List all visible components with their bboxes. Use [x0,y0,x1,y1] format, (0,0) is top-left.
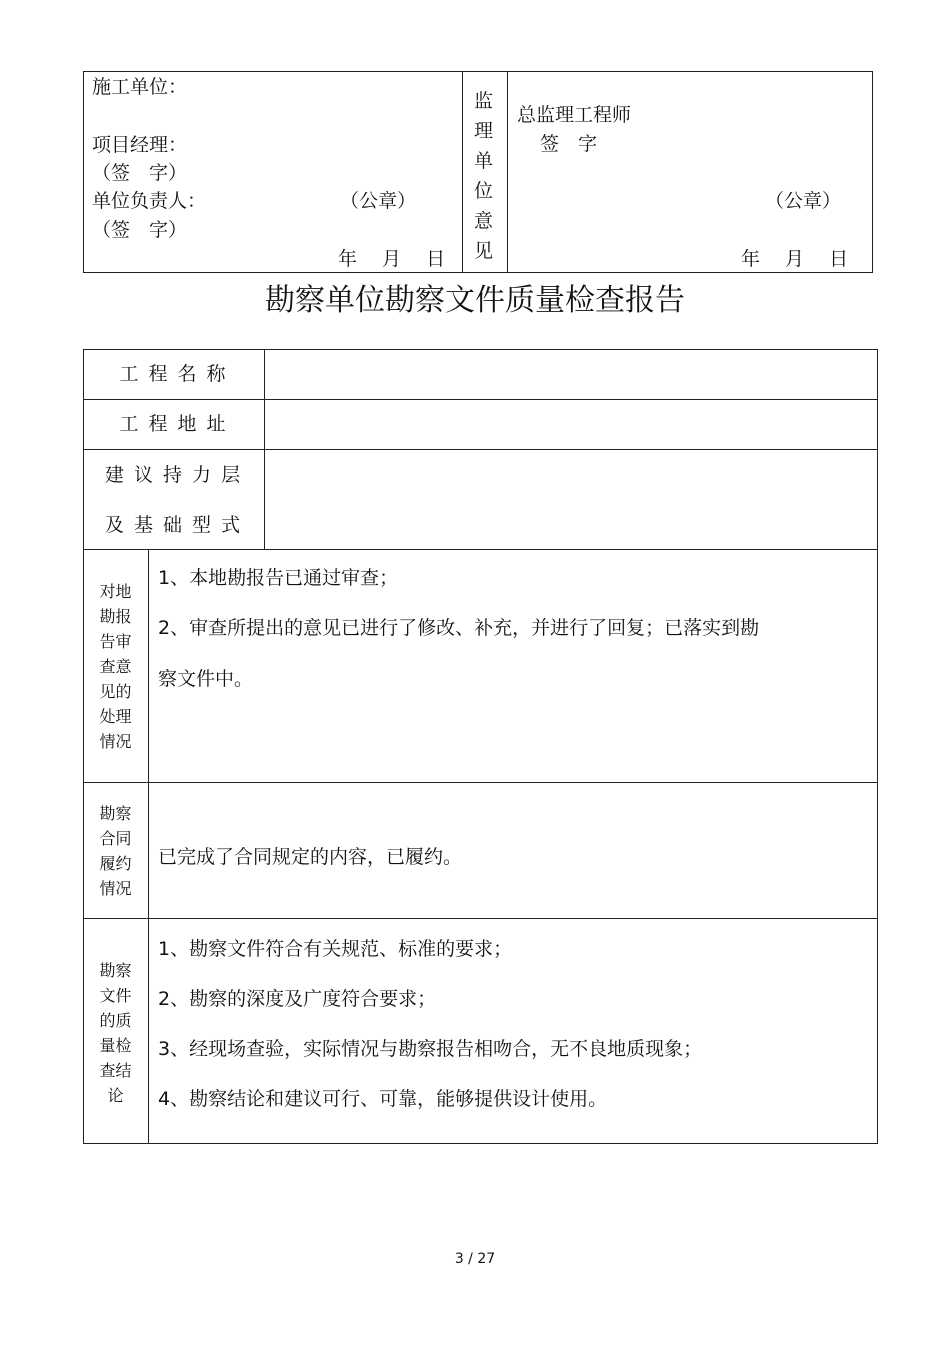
row-line-bottom [83,1143,878,1144]
chief-engineer-label: 总监理工程师 [517,104,632,126]
project-address-label: 工 程 地 址 [119,413,228,435]
conclusion-line-1: 1、勘察文件符合有关规范、标准的要求； [158,938,513,960]
page-number: 3 / 27 [454,1251,496,1267]
review-line-1: 1、本地勘报告已通过审查； [158,567,399,589]
row-line-3 [83,549,878,550]
contract-text: 已完成了合同规定的内容，已履约。 [158,846,463,868]
table-divider-2 [507,71,508,273]
col-line-right [877,349,878,1144]
review-label: 对地 勘报 告审 查意 见的 处理 情况 [99,582,132,751]
project-name-value[interactable] [265,350,877,399]
row-line-4 [83,782,878,783]
table-divider-1 [462,71,463,273]
supervision-opinion-label: 监 理 单 位 意 见 [474,90,494,262]
date-label-right: 年 月 日 [741,248,849,270]
unit-leader-label: 单位负责人： [92,190,207,212]
conclusion-label: 勘察 文件 的质 量检 查结 论 [99,961,132,1105]
conclusion-line-4: 4、勘察结论和建议可行、可靠，能够提供设计使用。 [158,1088,608,1110]
bearing-layer-label: 建 议 持 力 层 [104,464,243,486]
review-line-2: 2、审查所提出的意见已进行了修改、补充，并进行了回复；已落实到勘 [158,617,760,639]
table-border-top [83,71,873,72]
construction-unit-label: 施工单位： [92,76,188,98]
review-line-3: 察文件中。 [158,668,254,690]
foundation-type-label: 及 基 础 型 式 [104,514,243,536]
row-line-5 [83,918,878,919]
conclusion-line-3: 3、经现场查验，实际情况与勘察报告相吻合，无不良地质现象； [158,1038,703,1060]
seal-label-right: （公章） [765,190,842,212]
bearing-layer-value[interactable] [265,450,877,549]
signature-label-2: （签 字） [92,219,188,241]
table-border-bottom [83,272,873,273]
project-manager-label: 项目经理： [92,134,188,156]
table-border-right [872,71,873,273]
table-border-left [83,71,84,273]
signature-label-right: 签 字 [540,133,598,155]
project-address-value[interactable] [265,400,877,449]
date-label-left: 年 月 日 [338,248,446,270]
project-name-label: 工 程 名 称 [119,363,228,385]
conclusion-line-2: 2、勘察的深度及广度符合要求； [158,988,437,1010]
col-line-label-narrow [148,549,149,1144]
seal-label-left: （公章） [340,190,417,212]
signature-label-1: （签 字） [92,162,188,184]
report-title: 勘察单位勘察文件质量检查报告 [265,283,685,318]
contract-label: 勘察 合同 履约 情况 [99,804,132,898]
